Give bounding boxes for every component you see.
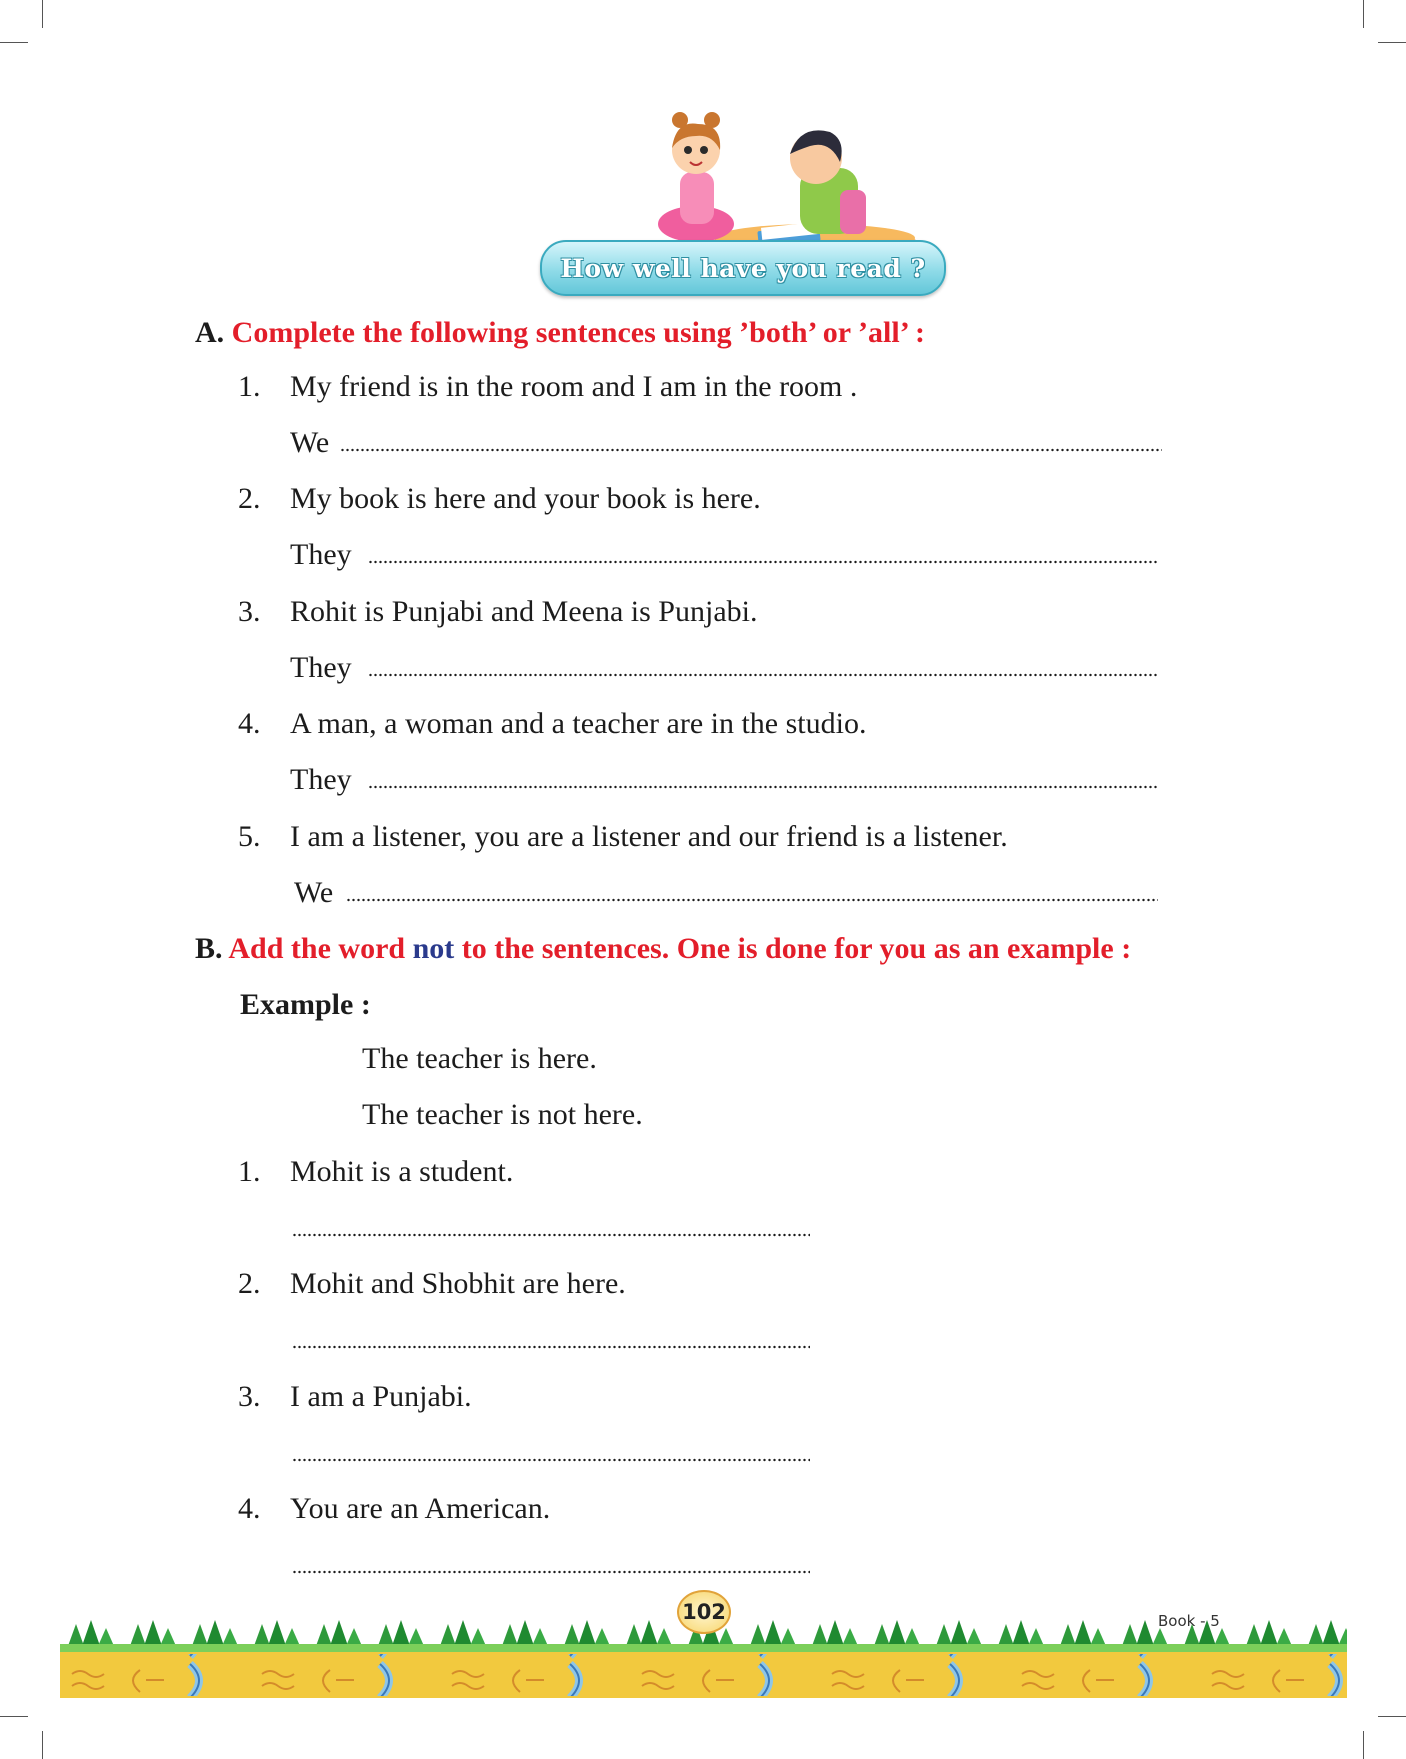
question-sentence: A man, a woman and a teacher are in the studio. xyxy=(290,707,867,740)
question-sentence: Rohit is Punjabi and Meena is Punjabi. xyxy=(290,595,758,628)
page-number: 102 xyxy=(677,1590,731,1634)
question-sentence: Mohit and Shobhit are here. xyxy=(290,1267,626,1300)
example-label: Example : xyxy=(240,988,371,1021)
section-b-heading xyxy=(195,934,1131,964)
crop-mark xyxy=(0,42,28,43)
question-sentence: I am a Punjabi. xyxy=(290,1380,472,1413)
answer-starter: We xyxy=(294,876,334,909)
answer-blank[interactable] xyxy=(368,560,1158,564)
crop-mark xyxy=(1378,1716,1406,1717)
example-sentence: The teacher is here. xyxy=(362,1042,597,1075)
answer-blank[interactable] xyxy=(292,1345,810,1349)
section-a-heading xyxy=(195,318,925,348)
crop-mark xyxy=(1363,0,1364,28)
example-answer: The teacher is not here. xyxy=(362,1098,643,1131)
crop-mark xyxy=(1378,42,1406,43)
answer-blank[interactable] xyxy=(292,1458,810,1462)
question-sentence: My book is here and your book is here. xyxy=(290,482,761,515)
question-number: 4. xyxy=(238,1492,261,1525)
answer-starter: They xyxy=(290,538,352,571)
question-number: 1. xyxy=(238,370,261,403)
section-a-instruction: Complete the following sentences using ’both’ or ’all’ : xyxy=(231,316,925,349)
crop-mark xyxy=(42,1731,43,1759)
book-label: Book - 5 xyxy=(1158,1612,1220,1630)
answer-blank[interactable] xyxy=(368,673,1158,677)
crop-mark xyxy=(0,1716,28,1717)
question-number: 3. xyxy=(238,595,261,628)
question-sentence: My friend is in the room and I am in the room . xyxy=(290,370,858,403)
question-sentence: You are an American. xyxy=(290,1492,551,1525)
section-b-keyword: not xyxy=(412,932,455,965)
section-b-letter: B. xyxy=(195,932,223,965)
section-banner: How well have you read ? xyxy=(540,240,946,296)
section-a-letter: A. xyxy=(195,316,225,349)
question-sentence: Mohit is a student. xyxy=(290,1155,514,1188)
question-number: 2. xyxy=(238,1267,261,1300)
answer-blank[interactable] xyxy=(340,448,1162,452)
section-b-instruction-start: Add the word xyxy=(228,932,406,965)
answer-starter: We xyxy=(290,426,330,459)
question-number: 1. xyxy=(238,1155,261,1188)
question-number: 3. xyxy=(238,1380,261,1413)
answer-starter: They xyxy=(290,651,352,684)
crop-mark xyxy=(1363,1731,1364,1759)
answer-starter: They xyxy=(290,763,352,796)
crop-mark xyxy=(42,0,43,28)
answer-blank[interactable] xyxy=(346,898,1158,902)
question-sentence: I am a listener, you are a listener and our friend is a listener. xyxy=(290,820,1008,853)
question-number: 2. xyxy=(238,482,261,515)
answer-blank[interactable] xyxy=(292,1233,810,1237)
section-b-instruction-end: to the sentences. One is done for you as an example : xyxy=(461,932,1132,965)
answer-blank[interactable] xyxy=(368,785,1158,789)
question-number: 4. xyxy=(238,707,261,740)
answer-blank[interactable] xyxy=(292,1570,810,1574)
question-number: 5. xyxy=(238,820,261,853)
